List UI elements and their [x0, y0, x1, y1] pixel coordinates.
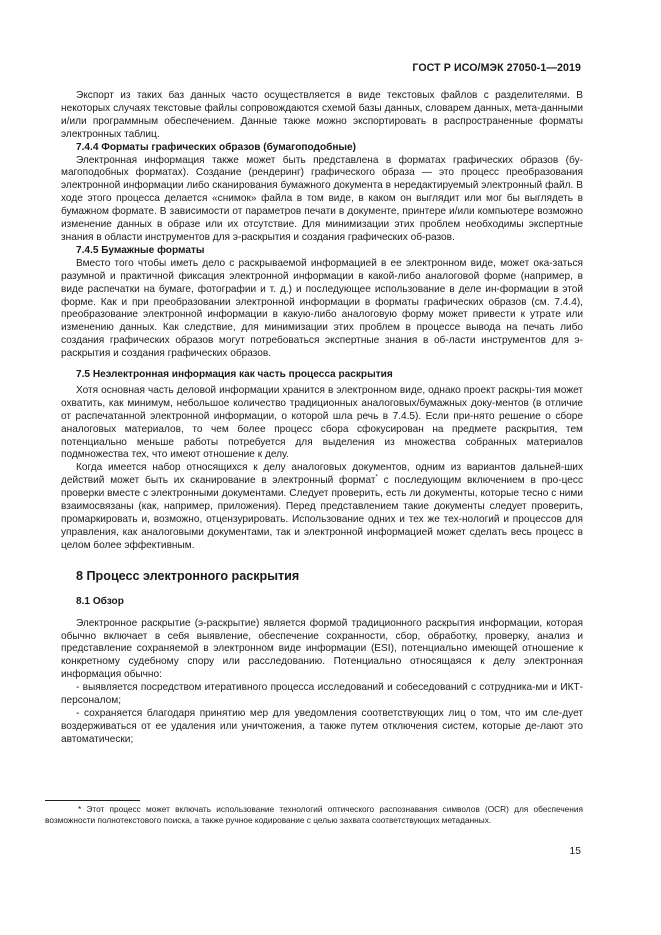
paragraph-7-4-4: Электронная информация также может быть представлена в форматах графических образов (бу-магоподобных форматах). Создание (рендеринг) графического образа — это процесс преобразования электронной информации либо сканирования бумажного документа в нередактируемый электронный файл. В ходе этого процесса делается «снимок» файла в том виде, в каком он выглядит или мог бы выглядеть в бумажном формате. В зависимости от параметров печати в документе, принтере и/или компьютере возможно изменение данных в образе или их отсутствие. Для минимизации этих проблем необходимы экспертные знания в области инструментов для э-раскрытия и создания графических об-разов. [61, 154, 583, 243]
footnote-separator [45, 800, 140, 801]
paragraph-7-5-b-part2: с последующим включением в про-цесс проверки вместе с электронными документами. Следует проверить, есть ли документы, которые тесно с ними взаимосвязаны (как, например, приложения). Перед представлением такие документы следует проверить, промаркировать и, возможно, отцензурировать. Использование одних и тех же тех-нологий и процессов для управления, как аналоговыми документами, так и электронной информацией может сделать весь процесс в целом более эффективным. [61, 475, 583, 551]
footnote: * Этот процесс может включать использование технологий оптического распознавания символов (OCR) для обеспечения возможности полнотекстового поиска, а также ручное кодирование с целью захвата соответствующих метаданных. [45, 804, 583, 825]
page-number: 15 [569, 846, 581, 857]
main-text [61, 90, 583, 747]
paragraph-8-1: Электронное раскрытие (э-раскрытие) является формой традиционного раскрытия информации, которая обычно включает в себя выявление, обеспечение сохранности, сбор, обработку, проверку, анализ и представление сохраняемой в электронном виде информации (ESI), потенциально имеющей отношение к конкретному судебному спору или расследованию. Потенциально относящаяся к делу электронная информация обычно: [61, 617, 583, 681]
heading-7-4-5: 7.4.5 Бумажные форматы [76, 244, 205, 256]
heading-8-1: 8.1 Обзор [76, 595, 124, 607]
paragraph-7-4-5: Вместо того чтобы иметь дело с раскрываемой информацией в ее электронном виде, может ока-заться разумной и практичной фиксация электронной информации в какой-либо аналоговой форме (например, в виде распечатки на бумаге, фотографии и т. д.) и последующее использование в деле ин-формации в этой форме. Как и при преобразовании электронной информации в форматы графических образов (см. 7.4.4), преобразование электронной информации в какую-либо аналоговую форму может привести к утрате или изменению данных. Как следствие, для минимизации этих проблем в процессе вывода на печать либо создания графических образов могут потребоваться экспертные знания в об-ласти инструментов для э-раскрытия и создания графических образов. [61, 257, 583, 360]
heading-7-5: 7.5 Неэлектронная информация как часть процесса раскрытия [76, 369, 393, 381]
list-item-identify: - выявляется посредством итеративного процесса исследований и собеседований с сотрудника-ми и ИКТ-персоналом; [61, 682, 583, 707]
heading-section-8: 8 Процесс электронного раскрытия [76, 568, 300, 583]
standard-designation: ГОСТ Р ИСО/МЭК 27050-1—2019 [412, 62, 581, 74]
heading-7-4-4: 7.4.4 Форматы графических образов (бумагоподобные) [76, 141, 357, 153]
paragraph-7-5-b [61, 462, 583, 552]
footnote-marker: * [375, 474, 378, 481]
paragraph-export: Экспорт из таких баз данных часто осуществляется в виде текстовых файлов с разделителями. В некоторых случаях текстовые файлы сопровождаются схемой базы данных, словарем данных, мета-данными и/или программным обеспечением. Данные также можно экспортировать в распространенные форматы электронных таблиц. [61, 90, 583, 140]
list-item-preserve: - сохраняется благодаря принятию мер для уведомления соответствующих лиц о том, что им сле-дует воздерживаться от ее удаления или уничтожения, а также путем отключения систем, которые де-лают это автоматически; [61, 707, 583, 745]
paragraph-7-5-b-part1: Когда имеется набор относящихся к делу аналоговых документов, одним из вариантов дальней-ших действий может быть их сканирование в электронный формат [61, 462, 583, 487]
paragraph-7-5-a: Хотя основная часть деловой информации хранится в электронном виде, однако проект раскры-тия может охватить, как минимум, небольшое количество традиционных аналоговых/бумажных доку-ментов (в отличие от распечатанной электронной информации, о которой шла речь в 7.4.5). Если при-нято решение о сборе аналоговых материалов, то чем более процесс сбора сфокусирован на предмете раскрытия, тем потенциально меньше работы потребуется для выделения из множества собранных материалов подмножества тех, что имеют отношение к делу. [61, 384, 583, 461]
